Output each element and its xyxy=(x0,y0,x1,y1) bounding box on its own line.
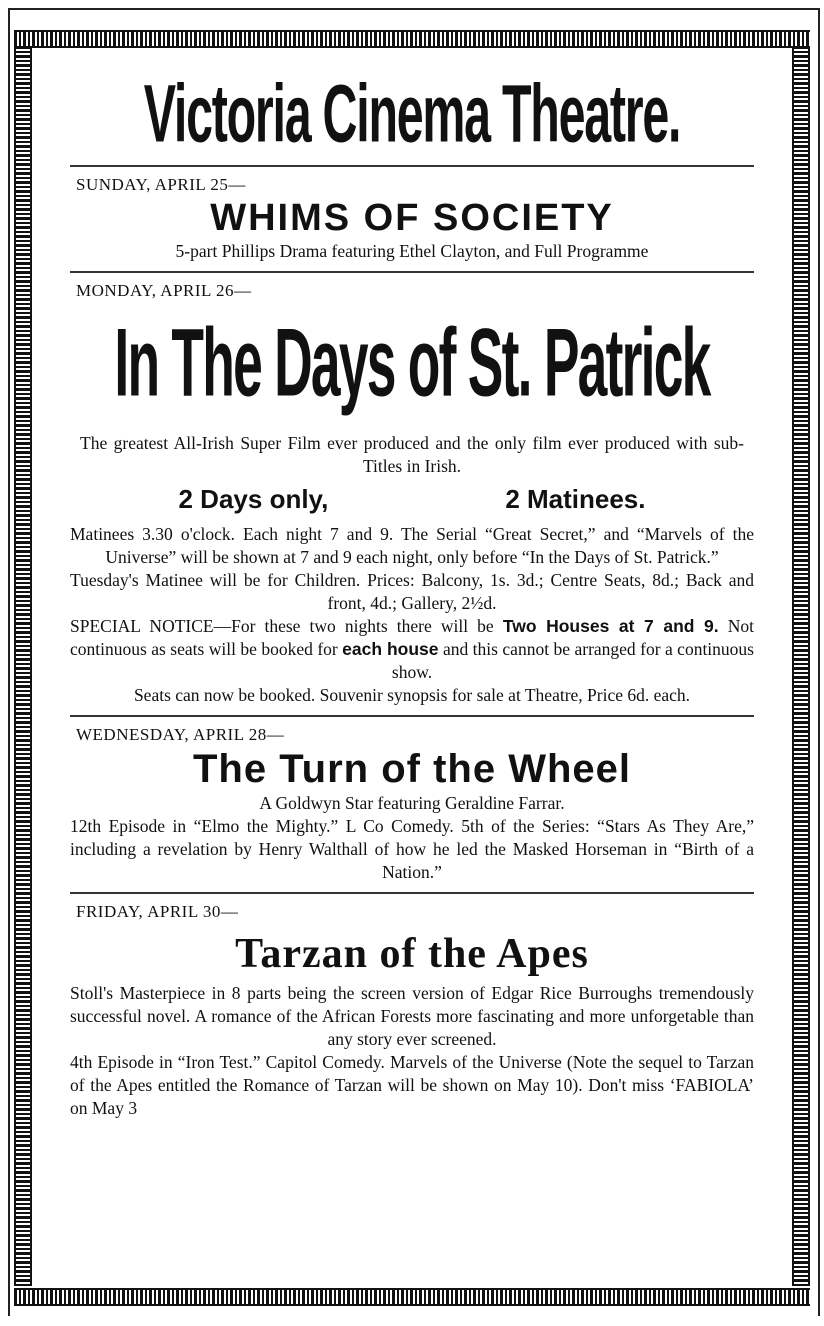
theatre-title: Victoria Cinema Theatre. xyxy=(143,66,681,160)
divider xyxy=(70,165,754,167)
special-notice xyxy=(70,615,754,684)
special-notice-text: Not continuous as seats will be booked for xyxy=(70,616,755,659)
date-monday: MONDAY, APRIL 26— xyxy=(76,281,252,300)
tarzan-description: Stoll's Masterpiece in 8 parts being the screen version of Edgar Rice Burroughs tremendously successful novel. A romance of the African Forests more fascinating and more unforgetable than any story ever screened. xyxy=(70,983,754,1049)
matinees-label: 2 Matinees. xyxy=(505,484,646,514)
divider xyxy=(70,271,754,273)
friday-programme: 4th Episode in “Iron Test.” Capitol Comedy. Marvels of the Universe (Note the sequel to Tarzan of the Apes entitled the Romance of Tarzan will be shown on May 10). Don't miss ‘FABIOLA’ on May 3 xyxy=(70,1052,754,1118)
showing-summary xyxy=(70,484,754,515)
schedule-paragraph: Matinees 3.30 o'clock. Each night 7 and 9. The Serial “Great Secret,” and “Marvels of the Universe” will be shown at 7 and 9 each night, only before “In the Days of St. Patrick.” xyxy=(70,524,754,567)
ornamental-border-bottom xyxy=(14,1288,810,1306)
top-rule xyxy=(10,8,818,10)
divider xyxy=(70,715,754,717)
booking-paragraph: Seats can now be booked. Souvenir synopsis for sale at Theatre, Price 6d. each. xyxy=(133,685,691,705)
film-title-turn-of-the-wheel: The Turn of the Wheel xyxy=(192,747,631,791)
date-sunday: SUNDAY, APRIL 25— xyxy=(76,175,246,194)
special-notice-bold: each house xyxy=(342,639,439,659)
advert-content xyxy=(70,60,754,1120)
date-wednesday: WEDNESDAY, APRIL 28— xyxy=(76,725,285,744)
ornamental-border-top xyxy=(14,30,810,48)
special-notice-text: SPECIAL NOTICE—For these two nights there will be xyxy=(70,616,503,636)
divider xyxy=(70,892,754,894)
film-description: 5-part Phillips Drama featuring Ethel Clayton, and Full Programme xyxy=(175,241,649,261)
special-notice-text: and this cannot be arranged for a continuous show. xyxy=(391,639,754,682)
film-title-whims: WHIMS OF SOCIETY xyxy=(210,197,614,239)
special-notice-bold: Two Houses at 7 and 9. xyxy=(502,616,719,636)
film-title-tarzan: Tarzan of the Apes xyxy=(235,931,589,977)
prices-paragraph: Tuesday's Matinee will be for Children. Prices: Balcony, 1s. 3d.; Centre Seats, 8d.; Back and front, 4d.; Gallery, 2½d. xyxy=(70,570,754,613)
ornamental-border-right xyxy=(792,46,810,1286)
ornamental-border-left xyxy=(14,46,32,1286)
date-friday: FRIDAY, APRIL 30— xyxy=(76,902,239,921)
film-subtitle: A Goldwyn Star featuring Geraldine Farrar. xyxy=(259,793,565,813)
film-intro: The greatest All-Irish Super Film ever produced and the only film ever produced with sub-Titles in Irish. xyxy=(80,433,744,476)
film-title-st-patrick: In The Days of St. Patrick xyxy=(114,309,710,417)
days-label: 2 Days only, xyxy=(178,484,329,514)
wednesday-programme: 12th Episode in “Elmo the Mighty.” L Co Comedy. 5th of the Series: “Stars As They Are,” including a revelation by Henry Walthall of how he led the Masked Horseman in “Birth of a Nation.” xyxy=(70,816,754,882)
